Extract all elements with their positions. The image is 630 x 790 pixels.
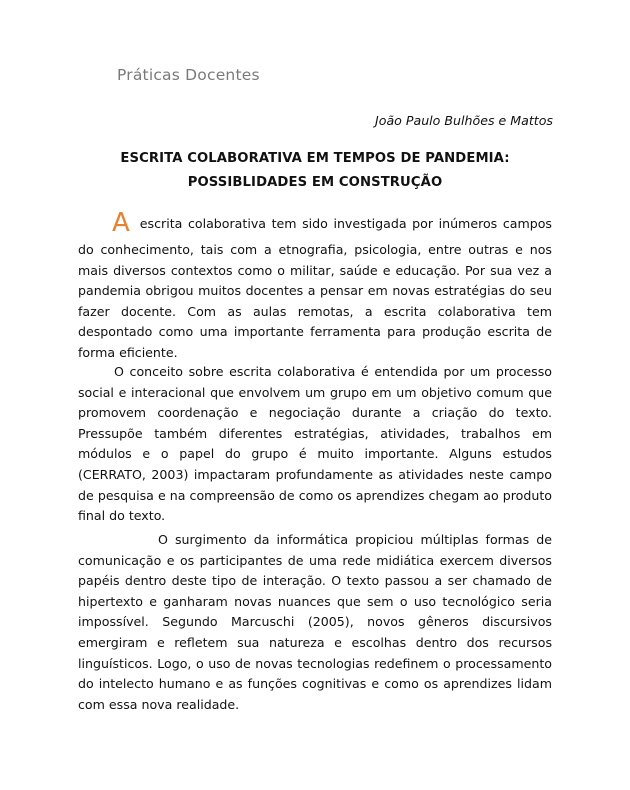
author-name: João Paulo Bulhões e Mattos	[375, 113, 553, 128]
paragraph-2: O conceito sobre escrita colaborativa é entendida por um processo social e interacional que envolvem um grupo em um objetivo comum que promovem coordenação e negociação durante a criação do texto. Pressupõe também diferentes estratégias, atividades, trabalhos em módulos e o papel do grupo é muito importante. Alguns estudos (CERRATO, 2003) impactaram profundamente as atividades neste campo de pesquisa e na compreensão de como os aprendizes chegam ao produto final do texto.	[78, 364, 552, 524]
paragraph-1-first-line	[78, 206, 552, 236]
article-title-line-2: POSSIBLIDADES EM CONSTRUÇÃO	[187, 175, 443, 190]
paragraph-1-body: do conhecimento, tais com a etnografia, psicologia, entre outras e nos mais diversos contextos como o militar, saúde e educação. Por sua vez a pandemia obrigou muitos docentes a pensar em novas estratégias do seu fazer docente. Com as aulas remotas, a escrita colaborativa tem despontado como uma importante ferramenta para produção escrita de forma eficiente.	[78, 242, 552, 360]
paragraph-3: O surgimento da informática propiciou múltiplas formas de comunicação e os participantes de uma rede midiática exercem diversos papéis dentro deste tipo de interação. O texto passou a ser chamado de hipertexto e ganharam novas nuances que sem o uso tecnológico seria impossível. Segundo Marcuschi (2005), novos gêneros discursivos emergiram e refletem sua natureza e escolhas dentro dos recursos linguísticos. Logo, o uso de novas tecnologias redefinem o processamento do intelecto humano e as funções cognitivas e como os aprendizes lidam com essa nova realidade.	[78, 532, 552, 712]
article-title-line-1: ESCRITA COLABORATIVA EM TEMPOS DE PANDEMIA:	[120, 151, 510, 166]
paragraph-1	[78, 206, 552, 364]
section-header: Práticas Docentes	[117, 66, 260, 84]
drop-cap: A	[112, 208, 130, 238]
paragraph-1-opening: escrita colaborativa tem sido investigada por inúmeros campos	[139, 216, 552, 232]
